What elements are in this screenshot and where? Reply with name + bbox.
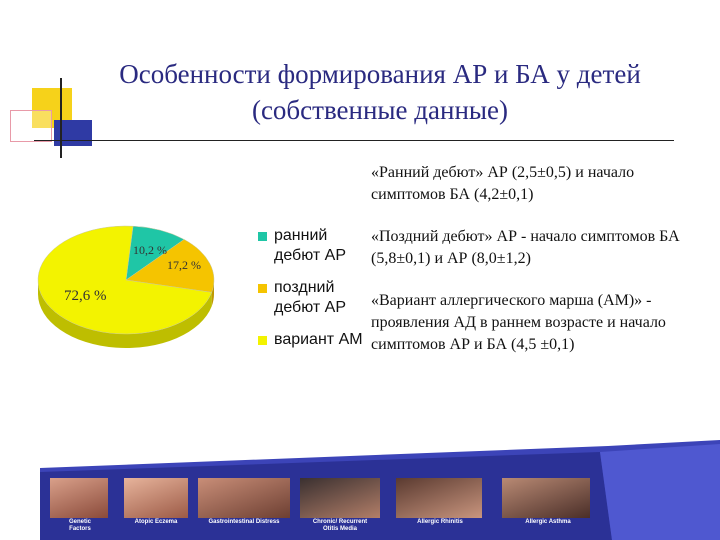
title-line-1: Особенности формирования АР и БА у детей [119,59,641,89]
pie-value-label-2: 72,6 % [64,288,107,304]
photo-label-rhinitis: Allergic Rhinitis [417,519,463,525]
photo-label-genetic: Genetic Factors [68,519,91,532]
photo-label-eczema: Atopic Eczema [134,519,178,525]
photo-label-asthma: Allergic Asthma [525,519,571,525]
legend-label-am: вариант АМ [274,331,363,348]
bullet-early-debut: «Ранний дебют» АР (2,5±0,5) и начало симптомов БА (4,2±0,1) [371,164,635,203]
photo-otitis-media [300,478,380,518]
photo-atopic-eczema [124,478,188,518]
legend-label-early: ранний дебют АР [274,227,346,264]
photo-gastrointestinal [198,478,290,518]
legend-label-late: поздний дебют АР [274,279,346,316]
photo-allergic-asthma [502,478,590,518]
photo-label-otitis: Chronic/ Recurrent Otitis Media [312,519,368,532]
pie-value-label-0: 10,2 % [133,243,167,257]
photo-genetic-factors [50,478,108,518]
pie-value-label-1: 17,2 % [167,258,201,272]
title-line-2: (собственные данные) [251,95,509,125]
photo-allergic-rhinitis [396,478,482,518]
bullet-allergic-march: «Вариант аллергического марша (АМ)» - проявления АД в раннем возрасте и начало симптомов АР и БА (4,5 ±0,1) [371,292,666,353]
photo-label-gastro: Gastrointestinal Distress [208,519,280,525]
bullet-late-debut: «Поздний дебют» АР - начало симптомов БА (5,8±0,1) и АР (8,0±1,2) [371,228,680,267]
banner-side-face [600,444,720,540]
